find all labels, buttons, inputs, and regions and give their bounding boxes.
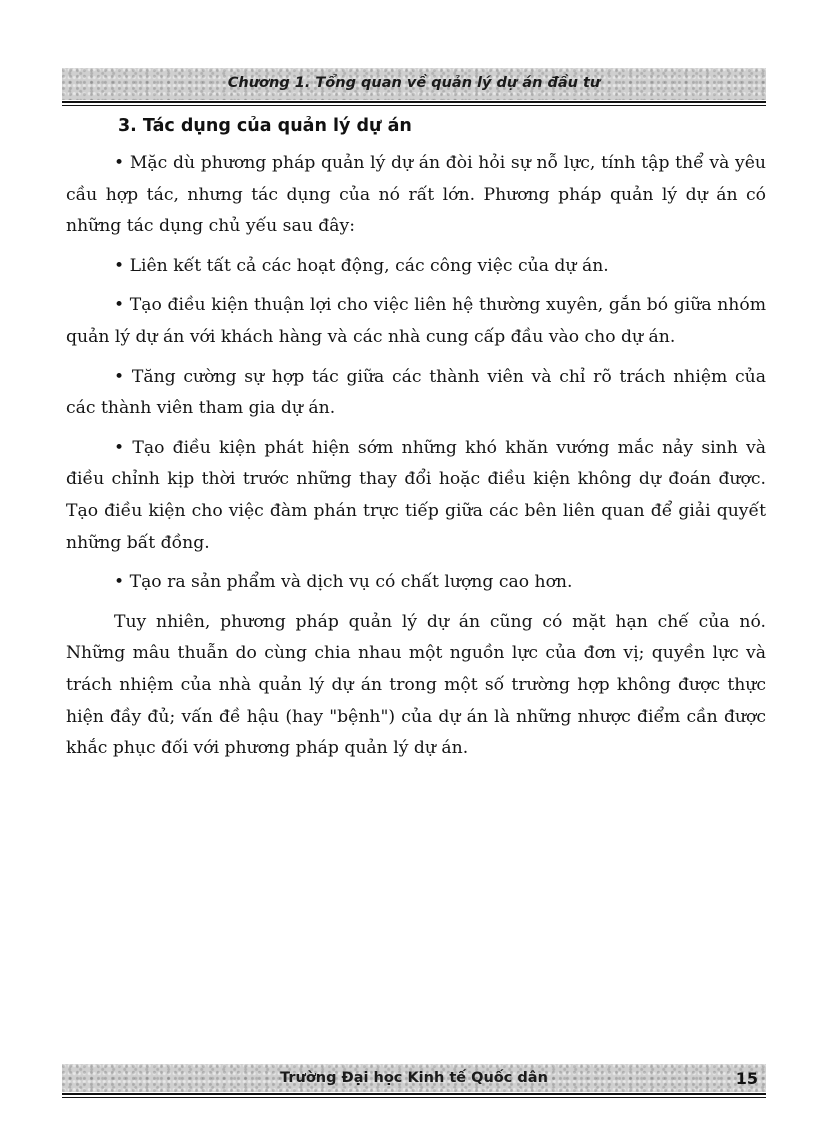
bullet-link-activities: • Liên kết tất cả các hoạt động, các công việc của dự án. — [114, 255, 609, 276]
header-rule — [62, 101, 766, 103]
section-heading: 3. Tác dụng của quản lý dự án — [118, 116, 412, 136]
running-header — [62, 68, 766, 100]
header-rule-thin — [62, 105, 766, 106]
paragraph-limitations: Tuy nhiên, phương pháp quản lý dự án cũng có mặt hạn chế của nó. Những mâu thuẫn do cùng chia nhau một nguồn lực của đơn vị; quyền lực và trách nhiệm của nhà quản lý dự án trong một số trường hợp không được thực hiện đầy đủ; vấn đề hậu (hay "bệnh") của dự án là những nhược điểm cần được khắc phục đối với phương pháp quản lý dự án. — [66, 611, 766, 759]
publisher-name: Trường Đại học Kinh tế Quốc dân — [280, 1070, 548, 1086]
page-body — [66, 116, 766, 773]
footer-rule — [62, 1093, 766, 1095]
footer-rule-thin — [62, 1097, 766, 1098]
bullet-early-detection: • Tạo điều kiện phát hiện sớm những khó khăn vướng mắc nảy sinh và điều chỉnh kịp thời trước những thay đổi hoặc điều kiện không dự đoán được. Tạo điều kiện cho việc đàm phán trực tiếp giữa các bên liên quan để giải quyết những bất đồng. — [66, 437, 766, 553]
paragraph-intro: • Mặc dù phương pháp quản lý dự án đòi hỏi sự nỗ lực, tính tập thể và yêu cầu hợp tác, nhưng tác dụng của nó rất lớn. Phương pháp quản lý dự án có những tác dụng chủ yếu sau đây: — [66, 153, 766, 237]
bullet-quality: • Tạo ra sản phẩm và dịch vụ có chất lượng cao hơn. — [114, 572, 573, 593]
bullet-communication: • Tạo điều kiện thuận lợi cho việc liên hệ thường xuyên, gắn bó giữa nhóm quản lý dự án với khách hàng và các nhà cung cấp đầu vào cho dự án. — [66, 295, 766, 347]
page-number: 15 — [735, 1069, 758, 1088]
bullet-cooperation: • Tăng cường sự hợp tác giữa các thành viên và chỉ rõ trách nhiệm của các thành viên tham gia dự án. — [66, 366, 766, 419]
running-footer — [62, 1064, 766, 1092]
chapter-title: Chương 1. Tổng quan về quản lý dự án đầu tư — [227, 75, 601, 91]
